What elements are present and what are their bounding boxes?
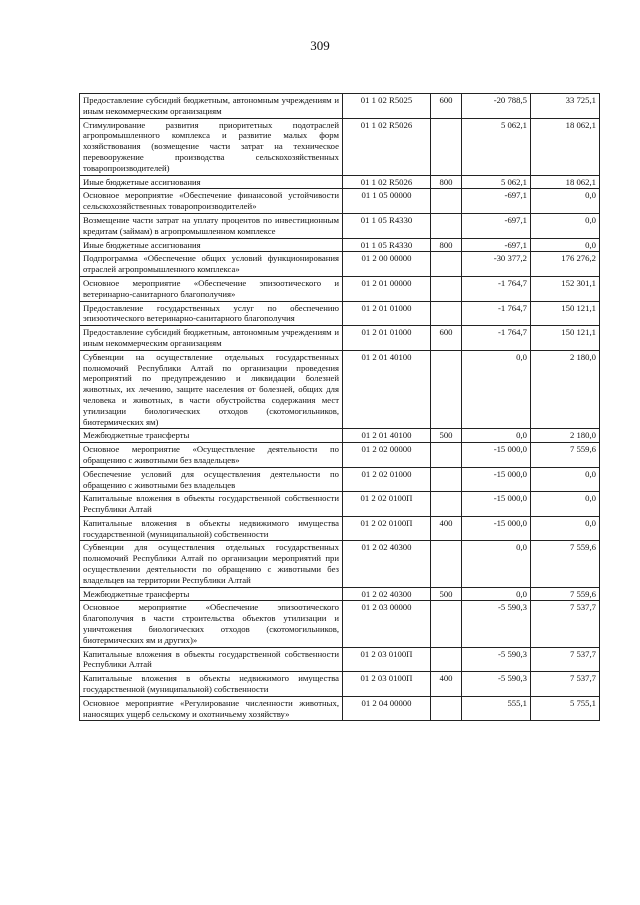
target-code-cell: 01 2 03 00000 — [343, 601, 431, 647]
target-code-cell: 01 2 02 00000 — [343, 443, 431, 468]
amount-change-cell: -1 764,7 — [462, 276, 531, 301]
table-row — [80, 601, 600, 647]
row-name-cell: Иные бюджетные ассигнования — [80, 175, 343, 189]
target-code-cell: 01 1 02 R5026 — [343, 175, 431, 189]
amount-total-cell: 7 537,7 — [531, 647, 600, 672]
amount-change-cell: -1 764,7 — [462, 301, 531, 326]
table-row — [80, 350, 600, 429]
budget-table — [79, 93, 600, 721]
row-name-cell: Предоставление субсидий бюджетным, автономным учреждениям и иным некоммерческим организациям — [80, 94, 343, 119]
page-number: 309 — [310, 38, 330, 53]
target-code-cell: 01 2 01 40100 — [343, 350, 431, 429]
row-name-cell: Возмещение части затрат на уплату процентов по инвестиционным кредитам (займам) в агропромышленном комплексе — [80, 213, 343, 238]
table-row — [80, 213, 600, 238]
amount-change-cell: 0,0 — [462, 429, 531, 443]
row-name-cell: Капитальные вложения в объекты государственной собственности Республики Алтай — [80, 492, 343, 517]
row-name-cell: Капитальные вложения в объекты недвижимого имущества государственной (муниципальной) собственности — [80, 516, 343, 541]
row-name-cell: Основное мероприятие «Осуществление деятельности по обращению с животными без владельцев» — [80, 443, 343, 468]
table-row — [80, 672, 600, 697]
amount-change-cell: -15 000,0 — [462, 516, 531, 541]
expense-type-cell — [431, 541, 462, 587]
target-code-cell: 01 2 02 0100П — [343, 492, 431, 517]
table-row — [80, 94, 600, 119]
target-code-cell: 01 1 05 00000 — [343, 189, 431, 214]
row-name-cell: Субвенции для осуществления отдельных государственных полномочий Республики Алтай по организации мероприятий при осуществлении деятельности по обращению с животными без владельцев на территории Республики Алтай — [80, 541, 343, 587]
expense-type-cell — [431, 492, 462, 517]
row-name-cell: Основное мероприятие «Обеспечение финансовой устойчивости сельскохозяйственных товаропроизводителей» — [80, 189, 343, 214]
target-code-cell: 01 2 04 00000 — [343, 696, 431, 721]
row-name-cell: Стимулирование развития приоритетных подотраслей агропромышленного комплекса и развитие малых форм хозяйствования (возмещение части затрат на техническое перевооружение производства сельскохозяйственных товаропроизводителей) — [80, 118, 343, 175]
amount-total-cell: 7 559,6 — [531, 587, 600, 601]
amount-total-cell: 2 180,0 — [531, 350, 600, 429]
row-name-cell: Подпрограмма «Обеспечение общих условий функционирования отраслей агропромышленного комплекса» — [80, 252, 343, 277]
amount-change-cell: 0,0 — [462, 350, 531, 429]
table-row — [80, 516, 600, 541]
amount-total-cell: 5 755,1 — [531, 696, 600, 721]
amount-change-cell: 0,0 — [462, 587, 531, 601]
row-name-cell: Основное мероприятие «Обеспечение эпизоотического благополучия в части строительства объектов утилизации и уничтожения биологических отходов (скотомогильников, биотермических ям и других)» — [80, 601, 343, 647]
expense-type-cell — [431, 696, 462, 721]
target-code-cell: 01 1 05 R4330 — [343, 238, 431, 252]
expense-type-cell: 800 — [431, 175, 462, 189]
expense-type-cell — [431, 350, 462, 429]
target-code-cell: 01 2 03 0100П — [343, 672, 431, 697]
table-row — [80, 189, 600, 214]
expense-type-cell — [431, 467, 462, 492]
table-row — [80, 587, 600, 601]
amount-change-cell: -697,1 — [462, 238, 531, 252]
target-code-cell: 01 2 03 0100П — [343, 647, 431, 672]
expense-type-cell — [431, 252, 462, 277]
amount-total-cell: 152 301,1 — [531, 276, 600, 301]
expense-type-cell: 400 — [431, 516, 462, 541]
target-code-cell: 01 2 02 01000 — [343, 467, 431, 492]
row-name-cell: Межбюджетные трансферты — [80, 429, 343, 443]
table-row — [80, 467, 600, 492]
amount-change-cell: -30 377,2 — [462, 252, 531, 277]
amount-total-cell: 150 121,1 — [531, 301, 600, 326]
amount-change-cell: -20 788,5 — [462, 94, 531, 119]
target-code-cell: 01 2 02 40300 — [343, 541, 431, 587]
amount-change-cell: -5 590,3 — [462, 647, 531, 672]
expense-type-cell — [431, 276, 462, 301]
amount-total-cell: 7 537,7 — [531, 672, 600, 697]
amount-total-cell: 0,0 — [531, 189, 600, 214]
row-name-cell: Иные бюджетные ассигнования — [80, 238, 343, 252]
expense-type-cell: 400 — [431, 672, 462, 697]
row-name-cell: Основное мероприятие «Обеспечение эпизоотического и ветеринарно-санитарного благополучия» — [80, 276, 343, 301]
table-row — [80, 429, 600, 443]
table-row — [80, 118, 600, 175]
table-row — [80, 238, 600, 252]
expense-type-cell — [431, 118, 462, 175]
amount-change-cell: 5 062,1 — [462, 118, 531, 175]
amount-change-cell: -15 000,0 — [462, 443, 531, 468]
amount-change-cell: -15 000,0 — [462, 467, 531, 492]
table-row — [80, 647, 600, 672]
amount-change-cell: 0,0 — [462, 541, 531, 587]
amount-total-cell: 2 180,0 — [531, 429, 600, 443]
amount-change-cell: -5 590,3 — [462, 672, 531, 697]
amount-total-cell: 150 121,1 — [531, 326, 600, 351]
row-name-cell: Предоставление государственных услуг по обеспечению эпизоотического ветеринарно-санитарного благополучия — [80, 301, 343, 326]
table-row — [80, 492, 600, 517]
row-name-cell: Основное мероприятие «Регулирование численности животных, наносящих ущерб сельскому и охотничьему хозяйству» — [80, 696, 343, 721]
expense-type-cell — [431, 601, 462, 647]
amount-change-cell: -15 000,0 — [462, 492, 531, 517]
target-code-cell: 01 1 05 R4330 — [343, 213, 431, 238]
expense-type-cell — [431, 647, 462, 672]
expense-type-cell: 600 — [431, 326, 462, 351]
amount-total-cell: 0,0 — [531, 213, 600, 238]
amount-total-cell: 7 559,6 — [531, 443, 600, 468]
amount-total-cell: 33 725,1 — [531, 94, 600, 119]
target-code-cell: 01 2 01 01000 — [343, 326, 431, 351]
amount-total-cell: 0,0 — [531, 238, 600, 252]
expense-type-cell — [431, 189, 462, 214]
amount-change-cell: -697,1 — [462, 213, 531, 238]
row-name-cell: Капитальные вложения в объекты государственной собственности Республики Алтай — [80, 647, 343, 672]
expense-type-cell — [431, 301, 462, 326]
amount-total-cell: 7 537,7 — [531, 601, 600, 647]
expense-type-cell: 600 — [431, 94, 462, 119]
amount-total-cell: 0,0 — [531, 492, 600, 517]
row-name-cell: Обеспечение условий для осуществления деятельности по обращению с животными без владельцев — [80, 467, 343, 492]
target-code-cell: 01 1 02 R5025 — [343, 94, 431, 119]
table-row — [80, 175, 600, 189]
target-code-cell: 01 2 01 00000 — [343, 276, 431, 301]
target-code-cell: 01 2 01 40100 — [343, 429, 431, 443]
amount-total-cell: 176 276,2 — [531, 252, 600, 277]
row-name-cell: Субвенции на осуществление отдельных государственных полномочий Республики Алтай по организации проведения мероприятий по предупреждению и ликвидации болезней животных, их лечению, защите населения от болезней, общих для человека и животных, в части обустройства содержания мест утилизации биологических отходов (скотомогильников, биотермических ям) — [80, 350, 343, 429]
amount-total-cell: 18 062,1 — [531, 118, 600, 175]
target-code-cell: 01 1 02 R5026 — [343, 118, 431, 175]
amount-change-cell: -1 764,7 — [462, 326, 531, 351]
table-row — [80, 696, 600, 721]
table-row — [80, 301, 600, 326]
expense-type-cell — [431, 443, 462, 468]
target-code-cell: 01 2 00 00000 — [343, 252, 431, 277]
amount-total-cell: 7 559,6 — [531, 541, 600, 587]
target-code-cell: 01 2 02 40300 — [343, 587, 431, 601]
table-row — [80, 541, 600, 587]
amount-change-cell: 555,1 — [462, 696, 531, 721]
table-row — [80, 443, 600, 468]
row-name-cell: Капитальные вложения в объекты недвижимого имущества государственной (муниципальной) собственности — [80, 672, 343, 697]
amount-change-cell: -697,1 — [462, 189, 531, 214]
amount-total-cell: 0,0 — [531, 516, 600, 541]
expense-type-cell: 500 — [431, 587, 462, 601]
amount-change-cell: 5 062,1 — [462, 175, 531, 189]
expense-type-cell: 500 — [431, 429, 462, 443]
amount-change-cell: -5 590,3 — [462, 601, 531, 647]
table-row — [80, 252, 600, 277]
table-row — [80, 276, 600, 301]
amount-total-cell: 18 062,1 — [531, 175, 600, 189]
expense-type-cell — [431, 213, 462, 238]
table-row — [80, 326, 600, 351]
row-name-cell: Предоставление субсидий бюджетным, автономным учреждениям и иным некоммерческим организациям — [80, 326, 343, 351]
target-code-cell: 01 2 02 0100П — [343, 516, 431, 541]
row-name-cell: Межбюджетные трансферты — [80, 587, 343, 601]
expense-type-cell: 800 — [431, 238, 462, 252]
amount-total-cell: 0,0 — [531, 467, 600, 492]
target-code-cell: 01 2 01 01000 — [343, 301, 431, 326]
